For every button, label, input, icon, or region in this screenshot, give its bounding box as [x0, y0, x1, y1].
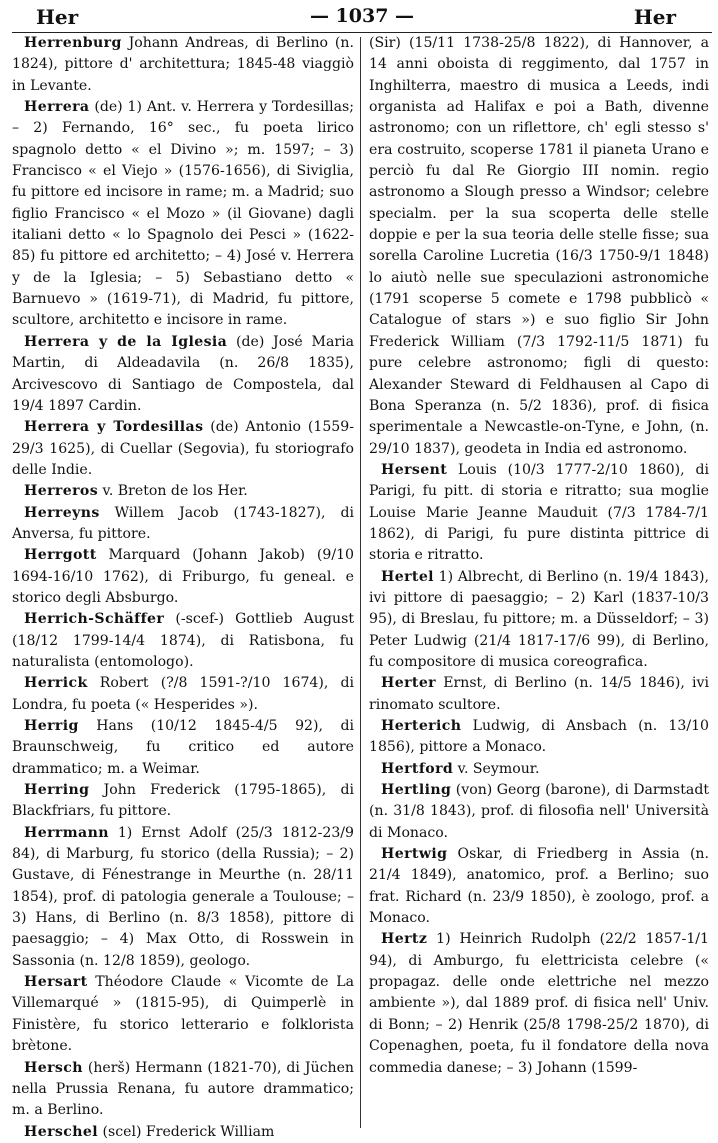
dictionary-entry	[12, 417, 354, 481]
entry-text: 1) Ernst Adolf (25/3 1812-23/9 84), di Marburg, fu storico (della Russia); – 2) Gustave, di Fénestrange in Meurthe (n. 28/11 1854), prof. di patologia generale a Toulouse; – 3) Hans, di Berlino (n. 8/3 1858), pittore di paesaggio; – 4) Max Otto, di Rosswein in Sassonia (n. 12/8 1859), geologo.	[12, 824, 354, 969]
dictionary-entry	[369, 716, 709, 759]
entry-headword: Hertford	[381, 760, 454, 777]
dictionary-entry	[12, 545, 354, 609]
entry-text: Willem Jacob (1743-1827), di Anversa, fu pittore.	[12, 504, 354, 542]
dictionary-entry	[12, 503, 354, 546]
entry-headword: Hertwig	[381, 846, 448, 863]
dictionary-entry	[12, 780, 354, 823]
dictionary-entry	[12, 972, 354, 1057]
dictionary-entry	[12, 673, 354, 716]
dictionary-entry	[369, 33, 709, 460]
entry-text: Marquard (Johann Jakob) (9/10 1694-16/10 1762), di Friburgo, fu geneal. e storico degli Absburgo.	[12, 547, 354, 606]
entry-text: (von) Georg (barone), di Darmstadt (n. 31/8 1843), prof. di filosofia nell' Università di Monaco.	[369, 782, 709, 841]
entry-text: Ernst, di Berlino (n. 14/5 1846), ivi rinomato scultore.	[369, 675, 709, 713]
entry-text: Johann Andreas, di Berlino (n. 1824), pittore d' architettura; 1845-48 viaggiò in Levante.	[12, 35, 354, 94]
dictionary-entry	[12, 823, 354, 972]
entry-headword: Herreros	[24, 483, 99, 500]
entry-headword: Hersent	[381, 461, 448, 478]
entry-headword: Herrera y de la Iglesia	[24, 333, 228, 350]
dictionary-entry	[12, 33, 354, 97]
entry-text: Louis (10/3 1777-2/10 1860), di Parigi, fu pitt. di storia e ritratto; sua moglie Louise Marie Jeanne Mauduit (7/3 1784-7/1 1862), di Parigi, fu pure distinta pittrice di storia e ritratto.	[369, 461, 709, 564]
entry-headword: Herrera	[24, 99, 90, 116]
dictionary-entry	[369, 759, 709, 780]
entry-headword: Herrera y Tordesillas	[24, 419, 204, 436]
entry-headword: Hertz	[381, 931, 428, 948]
dictionary-entry	[369, 780, 709, 844]
entry-headword: Herrig	[24, 718, 79, 734]
dictionary-entry	[12, 716, 354, 780]
dictionary-entry	[369, 844, 709, 929]
right-column	[361, 33, 709, 1128]
dictionary-entry	[12, 481, 354, 502]
entry-text: (Sir) (15/11 1738-25/8 1822), di Hannover, a 14 anni oboista di reggimento, dal 1757 in Inghilterra, maestro di musica a Leeds, indi organista ad Halifax e poi a Bath, divenne astronomo; con un riflettore, ch' egli stesso s' era costruito, scoperse 1781 il pianeta Urano e perciò fu dal Re Giorgio III nomin. regio astronomo a Slough presso a Windsor; celebre specialm. per la sua scoperta delle stelle doppie e per la sua teoria delle stelle fisse; sua sorella Caroline Lucretia (16/3 1750-9/1 1848) lo aiutò nelle sue speculazioni astronomiche (1791 scoperse 5 comete e 1798 pubblicò « Catalogue of stars ») e suo figlio Sir John Frederick William (7/3 1792-11/5 1871) fu pure celebre astronomo; figli di questo: Alexander Steward di Feldhausen al Capo di Bona Speranza (n. 5/2 1836), prof. di fisica sperimentale a Newcastle-on-Tyne, e John, (n. 29/10 1837), geodeta in India ed astronomo.	[369, 35, 709, 457]
entry-headword: Herrich-Schäffer	[24, 611, 165, 628]
entry-headword: Herschel	[24, 1123, 98, 1140]
dictionary-entry	[12, 609, 354, 673]
entry-text: (-scef-) Gottlieb August (18/12 1799-14/4 1874), di Ratisbona, fu naturalista (entomologo).	[12, 611, 354, 670]
entry-text: Théodore Claude « Vicomte de La Villemarqué » (1815-95), di Quimperlè in Finistère, fu storico letterario e folklorista brètone.	[12, 974, 354, 1055]
entry-headword: Hertling	[381, 782, 452, 799]
entry-text: 1) Albrecht, di Berlino (n. 19/4 1843), ivi pittore di paesaggio; – 2) Karl (1837-10/3 95), di Breslau, fu pittore; m. a Düsseldorf; – 3) Peter Ludwig (21/4 1817-17/6 99), di Berlino, fu compositore di musica coreografica.	[369, 568, 709, 670]
page-header	[12, 3, 712, 33]
entry-text: Ludwig, di Ansbach (n. 13/10 1856), pittore a Monaco.	[369, 718, 709, 756]
dictionary-entry	[12, 97, 354, 332]
dictionary-entry	[12, 332, 354, 417]
entry-text: (de) Antonio (1559-29/3 1625), di Cuellar (Segovia), fu storiografo delle Indie.	[12, 419, 354, 478]
dictionary-entry	[369, 673, 709, 716]
entry-headword: Herter	[381, 675, 437, 692]
entry-text: v. Breton de los Her.	[98, 483, 248, 500]
entry-text: 1) Heinrich Rudolph (22/2 1857-1/1 94), di Amburgo, fu elettricista celebre (« propagaz. delle onde elettriche nel mezzo ambiente »), dal 1889 prof. di fisica nell' Univ. di Bonn; – 2) Henrik (25/8 1798-25/2 1870), di Copenaghen, poeta, fu il fondatore della nova commedia danese; – 3) Johann (1599-	[369, 931, 709, 1076]
entry-text: (scel) Frederick William	[98, 1123, 275, 1140]
entry-text: Oskar, di Friedberg in Assia (n. 21/4 1849), anatomico, prof. a Berlino; suo frat. Richard (n. 23/9 1850), è zoologo, prof. a Monaco.	[369, 846, 709, 927]
header-left-keyword: Her	[36, 5, 79, 29]
entry-text: Hans (10/12 1845-4/5 92), di Braunschweig, fu critico ed autore drammatico; m. a Weimar.	[12, 718, 354, 777]
entry-headword: Herreyns	[24, 504, 100, 521]
page-number: — 1037 —	[309, 5, 415, 27]
dictionary-entry	[369, 460, 709, 567]
entry-headword: Herring	[24, 782, 90, 799]
entry-headword: Herrgott	[24, 547, 97, 564]
entry-text: v. Seymour.	[453, 760, 540, 777]
entry-headword: Herterich	[381, 718, 462, 734]
header-right-keyword: Her	[633, 5, 676, 29]
text-columns	[12, 33, 712, 1140]
entry-headword: Hertel	[381, 568, 434, 585]
entry-headword: Herrmann	[24, 824, 109, 841]
dictionary-entry	[12, 1058, 354, 1122]
entry-headword: Hersch	[24, 1059, 83, 1076]
entry-text: (de) José Maria Martin, di Aldeadavila (n. 26/8 1835), Arcivescovo di Santiago de Compostela, dal 19/4 1897 Cardin.	[12, 333, 354, 414]
entry-text: (de) 1) Ant. v. Herrera y Tordesillas; – 2) Fernando, 16° sec., fu poeta lirico spagnolo detto « el Divino »; m. 1597; – 3) Francisco « el Viejo » (1576-1656), di Siviglia, fu pittore ed incisore in rame; m. a Madrid; suo figlio Francisco « el Mozo » (il Giovane) dagli italiani detto « lo Spagnolo dei Pesci » (1622-85) fu pittore ed architetto; – 4) José v. Herrera y de la Iglesia; – 5) Sebastiano detto « Barnuevo » (1619-71), di Madrid, fu pittore, scultore, architetto e incisore in rame.	[12, 99, 354, 329]
entry-headword: Herrenburg	[24, 35, 122, 51]
entry-text: (herš) Hermann (1821-70), di Jüchen nella Prussia Renana, fu autore drammatico; m. a Berlino.	[12, 1059, 354, 1119]
dictionary-entry	[369, 567, 709, 674]
entry-text: Robert (?/8 1591-?/10 1674), di Londra, fu poeta (« Hesperides »).	[12, 675, 354, 713]
dictionary-entry	[12, 1122, 354, 1143]
entry-text: John Frederick (1795-1865), di Blackfriars, fu pittore.	[12, 782, 354, 820]
left-column	[12, 33, 360, 1140]
entry-headword: Herrick	[24, 675, 88, 692]
dictionary-entry	[369, 929, 709, 1078]
entry-headword: Hersart	[24, 974, 88, 991]
